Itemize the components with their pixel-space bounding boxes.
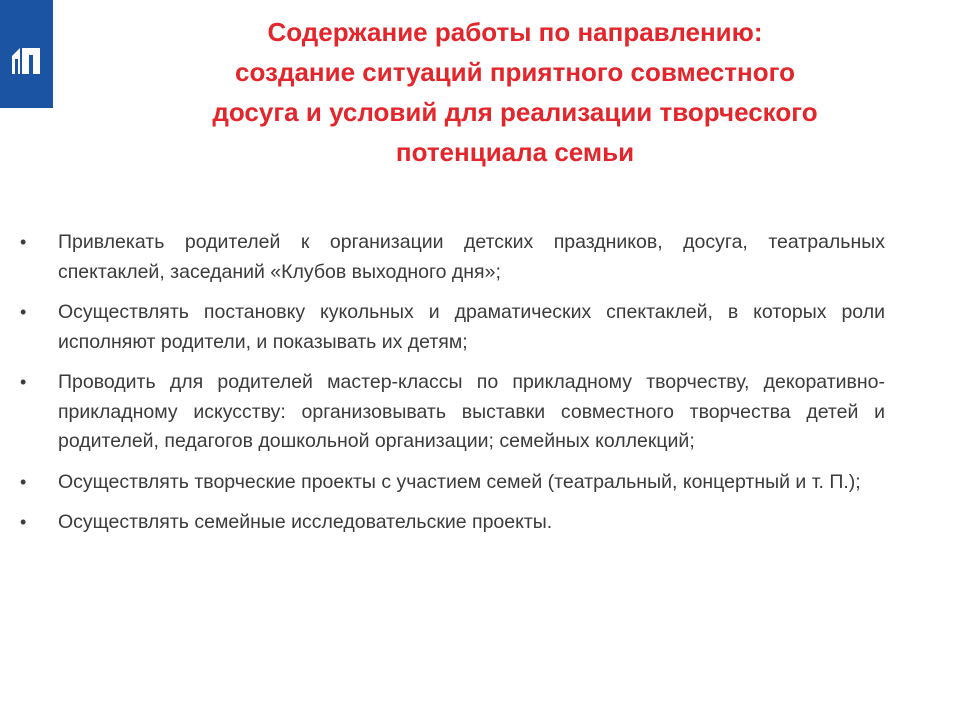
- bullet-item: [18, 508, 885, 538]
- bullet-dot: •: [20, 302, 27, 322]
- slide-title-line: создание ситуаций приятного совместного: [235, 57, 795, 87]
- bullet-dot: •: [20, 372, 27, 392]
- university-logo-icon: [9, 44, 43, 78]
- bullet-dot: •: [20, 232, 27, 252]
- bullet-item: [18, 468, 885, 498]
- bullet-text: Осуществлять семейные исследовательские проекты.: [58, 511, 553, 533]
- bullet-item: [18, 298, 885, 357]
- bullet-item: [18, 368, 885, 457]
- slide-title: [150, 12, 880, 172]
- slide-title-line: Содержание работы по направлению:: [267, 17, 763, 47]
- bullet-text: Привлекать родителей к организации детских праздников, досуга, театральных спектаклей, заседаний «Клубов выходного дня»;: [58, 231, 885, 283]
- logo-banner: [0, 0, 53, 108]
- bullet-list: [18, 228, 885, 549]
- bullet-dot: •: [20, 471, 27, 492]
- bullet-text: Осуществлять творческие проекты с участием семей (театральный, концертный и т. П.);: [58, 470, 861, 493]
- bullet-dot: •: [20, 512, 27, 532]
- bullet-text: Осуществлять постановку кукольных и драматических спектаклей, в которых роли исполняют родители, и показывать их детям;: [58, 301, 885, 353]
- bullet-text: Проводить для родителей мастер-классы по прикладному творчеству, декоративно-прикладному искусству: организовывать выставки совместного творчества детей и родителей, педагогов дошкольной организации; семейных коллекций;: [58, 371, 885, 452]
- slide-title-line: потенциала семьи: [395, 137, 635, 167]
- bullet-item: [18, 228, 885, 287]
- slide-title-line: досуга и условий для реализации творческого: [212, 97, 818, 127]
